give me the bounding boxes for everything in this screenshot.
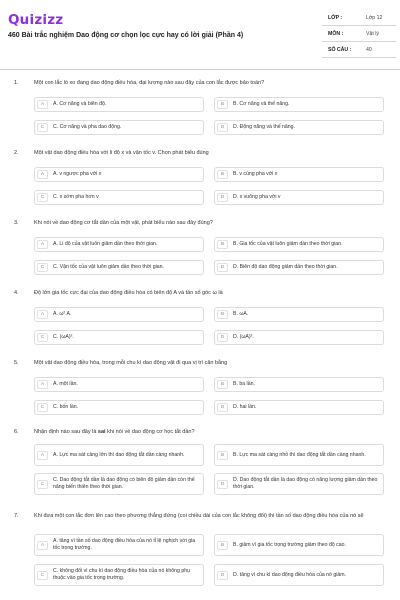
meta-box [322,12,396,58]
meta-label: LỚP : [328,15,343,21]
option-text: B. Lực ma sát càng nhỏ thì dao động tắt dần càng nhanh. [233,451,366,458]
question-text: Khi nói về dao động cơ tắt dần của một vật, phát biểu nào sau đây đúng? [34,220,213,226]
option-text: A. một lần. [53,381,78,388]
option-a[interactable] [34,237,204,252]
option-d[interactable] [214,120,384,135]
option-c[interactable] [34,330,204,345]
option-text: C. (ωA)². [53,334,74,341]
option-b[interactable] [214,377,384,392]
option-d[interactable] [214,400,384,415]
option-letter: D [217,571,228,580]
option-text: D. Dao động tắt dần là dao động có năng lượng giảm dần theo thời gian. [233,477,378,490]
question-number: 6. [14,429,19,435]
option-text: B. Gia tốc của vật luôn giảm dần theo thời gian. [233,241,343,248]
option-b[interactable] [214,97,384,112]
option-letter: C [37,480,48,489]
option-text: D. hai lần. [233,404,257,411]
question-text-part: khi nói về dao động cơ học tắt dần? [105,429,195,435]
option-letter: C [37,333,48,342]
option-b[interactable] [214,307,384,322]
option-letter: B [217,310,228,319]
option-letter: B [217,100,228,109]
question-text-part: Nhận định nào sau đây là [34,429,98,435]
option-letter: B [217,170,228,179]
option-text: C. không đổi vì chu kì dao động điều hòa của nó không phụ thuộc vào gia tốc trọng trường. [53,568,190,581]
option-text: D. x vuông pha với v [233,194,281,201]
option-c[interactable] [34,190,204,205]
question-text-emphasis: sai [97,429,106,435]
option-b[interactable] [214,167,384,182]
quizizz-logo: Quizizz [8,12,64,28]
option-d[interactable] [214,473,384,495]
question-number: 3. [14,220,19,226]
option-text: A. tăng vì tần số dao động điều hòa của nó tỉ lệ nghịch với gia tốc trọng trường. [53,538,196,551]
option-text: D. Biên độ dao động giảm dần theo thời gian. [233,264,338,271]
meta-value: Vật lý [366,31,379,37]
option-letter: A [37,170,48,179]
option-letter: D [217,480,228,489]
question-text: Độ lớn gia tốc cực đại của dao động điều hòa có biên độ A và tần số góc ω là [34,290,223,296]
meta-row-count [322,44,396,58]
option-letter: C [37,263,48,272]
question-text: Một con lắc lò xo đang dao động điều hòa, đại lượng nào sau đây của con lắc được bảo toàn? [34,80,265,86]
meta-label: MÔN : [328,31,344,37]
option-d[interactable] [214,260,384,275]
option-text: C. Cơ năng và pha dao động. [53,124,122,131]
option-letter: D [217,123,228,132]
option-letter: C [37,403,48,412]
option-letter: C [37,193,48,202]
option-a[interactable] [34,97,204,112]
option-c[interactable] [34,120,204,135]
question-text: Một vật dao động điều hòa, trong mỗi chu kì dao động vật đi qua vị trí cân bằng [34,360,228,366]
meta-row-subject [322,28,396,42]
option-letter: A [37,451,48,460]
option-text: A. Lực ma sát càng lớn thì dao động tắt dần càng nhanh. [53,451,185,458]
option-text: C. Dao động tắt dần là dao động có biên độ giảm dần còn thế năng biến thiên theo thời gian. [53,477,195,490]
option-letter: A [37,100,48,109]
option-c[interactable] [34,260,204,275]
option-b[interactable] [214,237,384,252]
option-text: D. (ωA)². [233,334,254,341]
option-a[interactable] [34,534,204,556]
option-b[interactable] [214,444,384,466]
option-d[interactable] [214,190,384,205]
option-letter: C [37,123,48,132]
option-text: B. Cơ năng và thế năng. [233,101,290,108]
option-text: A. Li độ của vật luôn giảm dần theo thời gian. [53,241,158,248]
header-divider [0,69,400,70]
option-a[interactable] [34,444,204,466]
meta-label: SỐ CÂU : [328,47,352,53]
option-text: C. x sớm pha hơn v [53,194,99,201]
question-number: 7. [14,513,19,519]
question-number: 4. [14,290,19,296]
option-letter: B [217,451,228,460]
page-title: 460 Bài trắc nghiệm Dao động cơ chọn lọc cực hay có lời giải (Phần 4) [8,32,244,39]
option-text: D. tăng vì chu kì dao động điều hòa của nó giảm. [233,571,347,578]
option-letter: A [37,310,48,319]
option-c[interactable] [34,473,204,495]
option-letter: A [37,240,48,249]
meta-value: Lớp 12 [366,15,383,21]
option-text: B. v cùng pha với x [233,171,278,178]
question-number: 1. [14,80,19,86]
option-text: A. v ngược pha với x [53,171,102,178]
option-text: D. Động năng và thế năng. [233,124,296,131]
option-letter: B [217,541,228,550]
option-text: B. giảm vì gia tốc trọng trường giảm theo độ cao. [233,541,346,548]
option-letter: A [37,541,48,550]
option-d[interactable] [214,564,384,586]
option-a[interactable] [34,307,204,322]
option-letter: D [217,263,228,272]
option-c[interactable] [34,564,204,586]
meta-row-grade [322,12,396,26]
option-b[interactable] [214,534,384,556]
option-letter: D [217,403,228,412]
option-letter: A [37,380,48,389]
option-letter: B [217,240,228,249]
option-text: C. Vận tốc của vật luôn giảm dần theo thời gian. [53,264,164,271]
option-text: B. ba lần. [233,381,255,388]
option-text: A. Cơ năng và biên độ. [53,101,107,108]
question-text: Khi đưa một con lắc đơn lên cao theo phương thẳng đứng (coi chiều dài của con lắc không đổi) thì tần số dao động điều hòa của nó sẽ [34,513,364,519]
option-text: A. ω² A. [53,311,72,318]
question-number: 2. [14,150,19,156]
meta-value: 40 [366,47,372,53]
option-a[interactable] [34,167,204,182]
option-text: C. bốn lần. [53,404,79,411]
option-c[interactable] [34,400,204,415]
option-letter: B [217,380,228,389]
option-letter: D [217,333,228,342]
option-letter: C [37,571,48,580]
question-text [34,429,390,437]
option-a[interactable] [34,377,204,392]
option-text: B. ωA. [233,311,249,318]
option-letter: D [217,193,228,202]
question-text: Một vật dao động điều hòa với li độ x và vận tốc v. Chọn phát biểu đúng [34,150,209,156]
worksheet-header [0,0,400,64]
question-number: 5. [14,360,19,366]
option-d[interactable] [214,330,384,345]
